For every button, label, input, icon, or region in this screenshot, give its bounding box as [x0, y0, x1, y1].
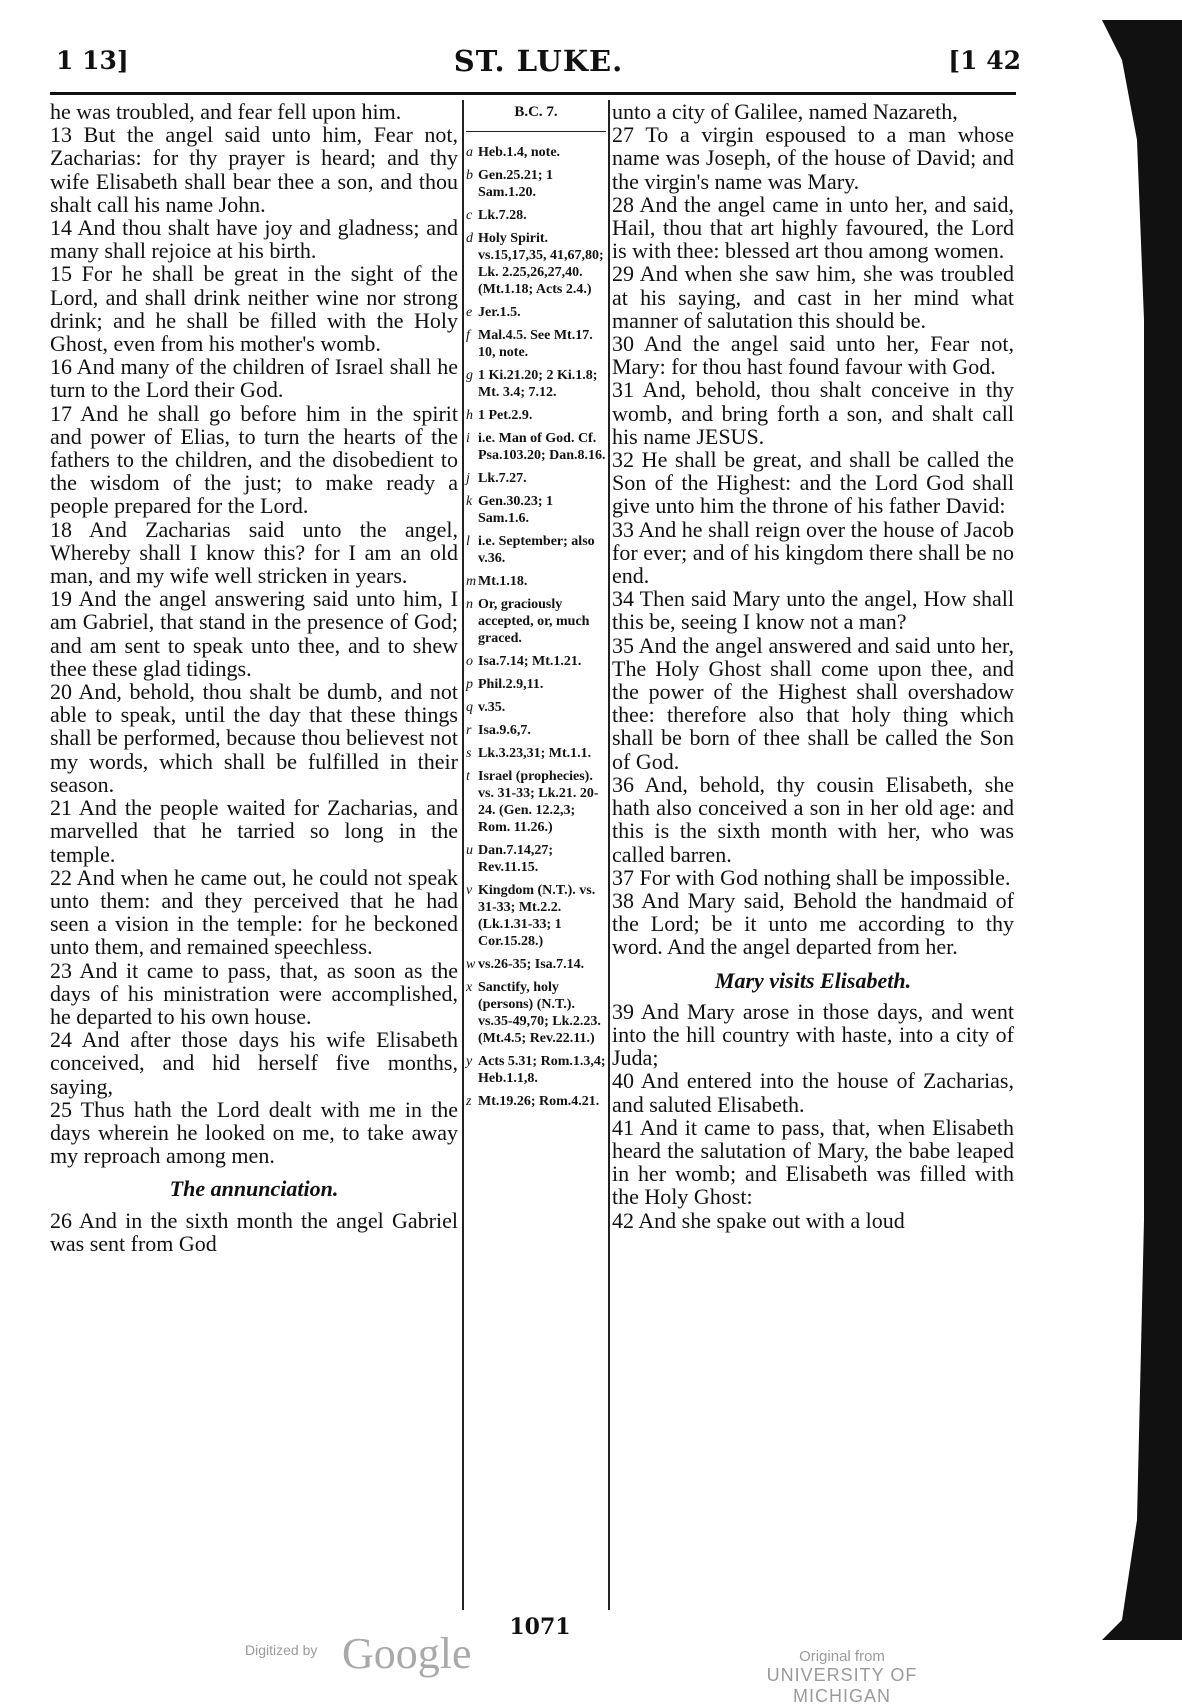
verse-paragraph: 42 And she spake out with a loud	[612, 1207, 905, 1233]
reference-text: Mt.19.26; Rom.4.21.	[478, 1094, 600, 1109]
reference-list	[466, 144, 606, 1110]
section-heading: The annunciation.	[169, 1176, 339, 1202]
reference-entry	[466, 533, 606, 567]
reference-text: i.e. Man of God. Cf. Psa.103.20; Dan.8.16.	[478, 431, 606, 463]
date-label: B.C. 7.	[466, 100, 606, 132]
verse-paragraph: 26 And in the sixth month the angel Gabriel was sent from God	[50, 1207, 458, 1256]
verse-paragraph: 23 And it came to pass, that, as soon as the days of his ministration were accomplished, he departed to his own house.	[50, 957, 458, 1029]
reference-entry	[466, 768, 606, 836]
reference-entry	[466, 745, 606, 762]
reference-text: Lk.7.27.	[478, 471, 527, 486]
verse-paragraph: 33 And he shall reign over the house of Jacob for ever; and of his kingdom there shall be no end.	[612, 516, 1014, 589]
verse-paragraph: 22 And when he came out, he could not speak unto them: and they perceived that he had seen a vision in the temple: for he beckoned unto them, and remained speechless.	[50, 864, 458, 960]
reference-key: a	[466, 145, 473, 160]
reference-entry	[466, 230, 606, 298]
verse-paragraph: 34 Then said Mary unto the angel, How shall this be, seeing I know not a man?	[612, 586, 1014, 635]
reference-text: Gen.30.23; 1 Sam.1.6.	[478, 494, 554, 526]
reference-entry	[466, 327, 606, 361]
verse-paragraph: 28 And the angel came in unto her, and said, Hail, thou that art highly favoured, the Lord is with thee: blessed art thou among women.	[612, 191, 1014, 264]
verse-paragraph: 41 And it came to pass, that, when Elisabeth heard the salutation of Mary, the babe leaped in her womb; and Elisabeth was filled with the Holy Ghost:	[612, 1114, 1014, 1210]
book-spine-shadow	[1082, 20, 1182, 1640]
page-number: 1071	[509, 1614, 571, 1640]
verse-paragraph: 29 And when she saw him, she was troubled at his saying, and cast in her mind what manner of salutation this should be.	[612, 261, 1014, 333]
reference-text: Holy Spirit. vs.15,17,35, 41,67,80; Lk. 2.25,26,27,40. (Mt.1.18; Acts 2.4.)	[478, 231, 604, 297]
verse-paragraph: unto a city of Galilee, named Nazareth,	[612, 99, 958, 124]
right-text-column	[612, 100, 1014, 1232]
reference-text: Heb.1.4, note.	[478, 145, 561, 160]
reference-entry	[466, 573, 606, 590]
original-from-label: Original from	[799, 1648, 885, 1665]
reference-column	[466, 100, 606, 1116]
reference-text: Kingdom (N.T.). vs. 31-33; Mt.2.2. (Lk.1.31-33; 1 Cor.15.28.)	[478, 883, 596, 949]
reference-entry	[466, 979, 606, 1047]
reference-key: u	[466, 843, 473, 858]
verse-paragraph: 37 For with God nothing shall be impossible.	[612, 864, 1011, 890]
reference-key: b	[466, 168, 473, 183]
reference-text: Isa.7.14; Mt.1.21.	[478, 654, 582, 669]
reference-text: Lk.3.23,31; Mt.1.1.	[478, 746, 592, 761]
reference-text: Acts 5.31; Rom.1.3,4; Heb.1.1,8.	[478, 1054, 606, 1086]
reference-key: r	[466, 723, 472, 738]
reference-entry	[466, 699, 606, 716]
reference-entry	[466, 493, 606, 527]
reference-text: v.35.	[478, 700, 506, 715]
reference-text: Israel (prophecies). vs. 31-33; Lk.21. 20-24. (Gen. 12.2,3; Rom. 11.26.)	[478, 769, 599, 835]
reference-entry	[466, 367, 606, 401]
reference-entry	[466, 470, 606, 487]
reference-key: x	[466, 980, 473, 995]
column-divider-left	[462, 100, 464, 1610]
reference-text: Gen.25.21; 1 Sam.1.20.	[478, 168, 554, 200]
reference-key: k	[466, 494, 473, 509]
reference-key: q	[466, 700, 473, 715]
reference-entry	[466, 407, 606, 424]
reference-key: y	[466, 1054, 473, 1069]
book-title: ST. LUKE.	[453, 44, 624, 78]
page-header	[56, 40, 1021, 80]
verse-paragraph: 39 And Mary arose in those days, and went into the hill country with haste, into a city of Juda;	[612, 998, 1014, 1071]
reference-key: g	[466, 368, 473, 383]
verse-paragraph: 14 And thou shalt have joy and gladness; and many shall rejoice at his birth.	[50, 215, 458, 264]
reference-entry	[466, 1053, 606, 1087]
source-credit	[722, 1648, 962, 1707]
reference-key: e	[466, 305, 473, 320]
reference-text: Isa.9.6,7.	[478, 723, 531, 738]
reference-key: h	[466, 408, 473, 423]
verse-paragraph: 16 And many of the children of Israel shall he turn to the Lord their God.	[50, 354, 458, 403]
reference-key: c	[466, 208, 473, 223]
reference-entry	[466, 167, 606, 201]
reference-entry	[466, 304, 606, 321]
reference-key: o	[466, 654, 473, 669]
chapter-verse-start: 1 13]	[56, 46, 129, 75]
verse-paragraph: he was troubled, and fear fell upon him.	[50, 99, 402, 124]
reference-text: i.e. September; also v.36.	[478, 534, 595, 566]
reference-entry	[466, 842, 606, 876]
verse-paragraph: 15 For he shall be great in the sight of the Lord, and shall drink neither wine nor strong drink; and he shall be filled with the Holy Ghost, even from his mother's womb.	[50, 261, 458, 357]
column-divider-right	[608, 100, 610, 1610]
verse-paragraph: 13 But the angel said unto him, Fear not, Zacharias: for thy prayer is heard; and thy wife Elisabeth shall bear thee a son, and thou shalt call his name John.	[50, 122, 458, 217]
reference-key: w	[466, 957, 476, 972]
google-logo: Google	[342, 1629, 472, 1678]
verse-paragraph: 25 Thus hath the Lord dealt with me in the days wherein he looked on me, to take away my reproach among men.	[50, 1096, 458, 1169]
verse-paragraph: 21 And the people waited for Zacharias, and marvelled that he tarried so long in the temple.	[50, 795, 458, 867]
reference-key: n	[466, 597, 473, 612]
verse-paragraph: 36 And, behold, thy cousin Elisabeth, she hath also conceived a son in her old age: and this is the sixth month with her, who was called barren.	[612, 771, 1014, 867]
reference-text: vs.26-35; Isa.7.14.	[478, 957, 585, 972]
reference-key: s	[466, 746, 472, 761]
verse-paragraph: 24 And after those days his wife Elisabeth conceived, and hid herself five months, saying,	[50, 1027, 458, 1099]
verse-paragraph: 40 And entered into the house of Zacharias, and saluted Elisabeth.	[612, 1068, 1014, 1117]
reference-text: Mal.4.5. See Mt.17. 10, note.	[478, 328, 593, 360]
verse-paragraph: 19 And the angel answering said unto him, I am Gabriel, that stand in the presence of God; and am sent to speak unto thee, and to shew thee these glad tidings.	[50, 586, 458, 681]
chapter-verse-end: [1 42	[948, 46, 1021, 75]
reference-key: m	[466, 574, 477, 589]
reference-entry	[466, 653, 606, 670]
verse-paragraph: 31 And, behold, thou shalt conceive in thy womb, and bring forth a son, and shalt call his name JESUS.	[612, 377, 1014, 449]
verse-paragraph: 35 And the angel answered and said unto her, The Holy Ghost shall come upon thee, and the power of the Highest shall overshadow thee: therefore also that holy thing which shall be born of thee shall be called the Son of God.	[612, 632, 1014, 774]
reference-text: Jer.1.5.	[478, 305, 521, 320]
verse-paragraph: 38 And Mary said, Behold the handmaid of the Lord; be it unto me according to thy word. And the angel departed from her.	[612, 887, 1014, 960]
reference-key: d	[466, 231, 473, 246]
reference-key: i	[466, 431, 470, 446]
verse-paragraph: 30 And the angel said unto her, Fear not, Mary: for thou hast found favour with God.	[612, 331, 1014, 380]
reference-text: 1 Pet.2.9.	[478, 408, 533, 423]
reference-text: 1 Ki.21.20; 2 Ki.1.8; Mt. 3.4; 7.12.	[478, 368, 598, 400]
reference-entry	[466, 144, 606, 161]
reference-text: Lk.7.28.	[478, 208, 527, 223]
reference-text: Mt.1.18.	[478, 574, 528, 589]
reference-text: Dan.7.14,27; Rev.11.15.	[478, 843, 554, 875]
reference-key: t	[466, 769, 470, 784]
reference-key: z	[466, 1094, 472, 1109]
reference-text: Sanctify, holy (persons) (N.T.). vs.35-49,70; Lk.2.23. (Mt.4.5; Rev.22.11.)	[478, 980, 601, 1046]
reference-key: v	[466, 883, 473, 898]
reference-entry	[466, 882, 606, 950]
reference-key: p	[466, 677, 473, 692]
reference-text: Phil.2.9,11.	[478, 677, 544, 692]
reference-entry	[466, 596, 606, 647]
reference-entry	[466, 676, 606, 693]
reference-text: Or, graciously accepted, or, much graced.	[478, 597, 590, 646]
reference-entry	[466, 430, 606, 464]
reference-entry	[466, 1093, 606, 1110]
header-rule	[50, 92, 1016, 95]
verse-paragraph: 27 To a virgin espoused to a man whose name was Joseph, of the house of David; and the virgin's name was Mary.	[612, 122, 1014, 194]
verse-paragraph: 20 And, behold, thou shalt be dumb, and not able to speak, until the day that these things shall be performed, because thou believest not my words, which shall be fulfilled in their season.	[50, 679, 458, 797]
verse-paragraph: 17 And he shall go before him in the spirit and power of Elias, to turn the hearts of the fathers to the children, and the disobedient to the wisdom of the just; to make ready a people prepared for the Lord.	[50, 400, 458, 519]
verse-paragraph: 32 He shall be great, and shall be called the Son of the Highest: and the Lord God shall give unto him the throne of his father David:	[612, 447, 1014, 519]
reference-entry	[466, 722, 606, 739]
reference-key: f	[466, 328, 470, 343]
reference-entry	[466, 207, 606, 224]
digitized-label: Digitized by	[245, 1642, 318, 1658]
verse-paragraph: 18 And Zacharias said unto the angel, Whereby shall I know this? for I am an old man, and my wife well stricken in years.	[50, 516, 458, 589]
reference-key: j	[466, 471, 470, 486]
university-label: UNIVERSITY OF MICHIGAN	[766, 1665, 918, 1706]
left-text-column	[50, 100, 458, 1255]
section-heading: Mary visits Elisabeth.	[714, 967, 912, 993]
reference-entry	[466, 956, 606, 973]
reference-key: l	[466, 534, 470, 549]
